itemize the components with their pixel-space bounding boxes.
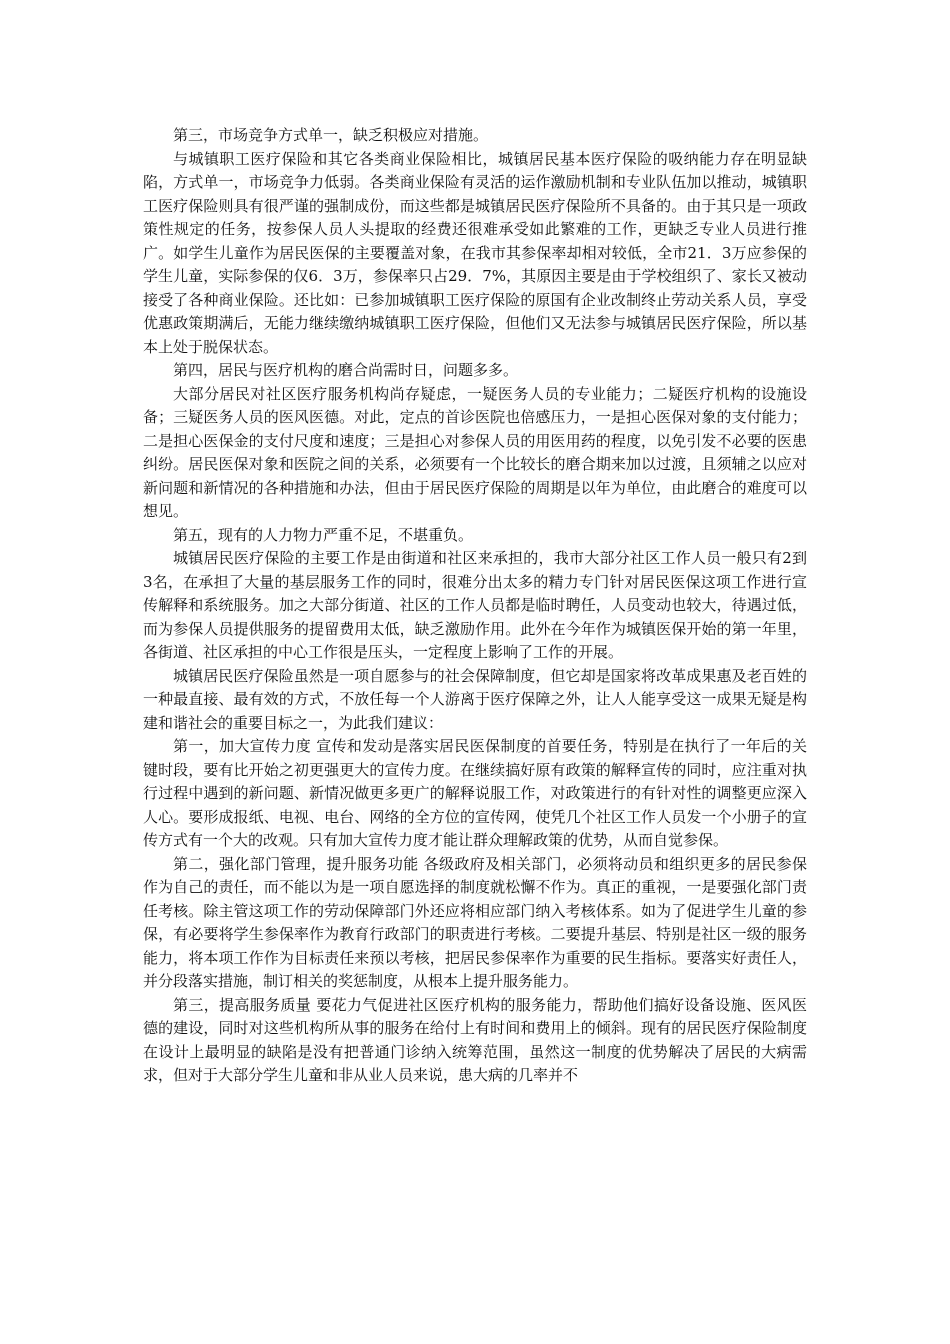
- paragraph-heading-third-competition: 第三，市场竞争方式单一，缺乏积极应对措施。: [173, 126, 489, 144]
- paragraph-competition-detail: 与城镇职工医疗保险和其它各类商业保险相比，城镇居民基本医疗保险的吸纳能力存在明显缺陷，方式单一，市场竞争力低弱。各类商业保险有灵活的运作激励机制和专业队伍加以推动，城镇职工医疗保险则具有很严谨的强制成份，而这些都是城镇居民医疗保险所不具备的。由于其只是一项政策性规定的任务，按参保人员人头提取的经费还很难承受如此繁难的工作，更缺乏专业人员进行推广。如学生儿童作为居民医保的主要覆盖对象，在我市其参保率却相对较低，全市21．3万应参保的学生儿童，实际参保的仅6．3万，参保率只占29．7%，其原因主要是由于学校组织了、家长又被动接受了各种商业保险。还比如：已参加城镇职工医疗保险的原国有企业改制终止劳动关系人员，享受优惠政策期满后，无能力继续缴纳城镇职工医疗保险，但他们又无法参与城镇居民医疗保险，所以基本上处于脱保状态。: [143, 149, 807, 356]
- paragraph-heading-fourth-medical-institutions: 第四，居民与医疗机构的磨合尚需时日，问题多多。: [173, 361, 519, 379]
- paragraph-heading-fifth-resources: 第五，现有的人力物力严重不足，不堪重负。: [173, 525, 474, 544]
- paragraph-recommendations-intro: 城镇居民医疗保险虽然是一项自愿参与的社会保障制度，但它却是国家将改革成果惠及老百姓的一种最直接、最有效的方式，不放任每一个人游离于医疗保障之外，让人人能享受这一成果无疑是构建和谐社会的重要目标之一，为此我们建议：: [143, 666, 807, 732]
- paragraph-recommendation-publicity: 第一，加大宣传力度 宣传和发动是落实居民医保制度的首要任务，特别是在执行了一年后的关键时段，要有比开始之初更强更大的宣传力度。在继续搞好原有政策的解释宣传的同时，应注重对执行过程中遇到的新问题、新情况做更多更广的解释说服工作，对政策进行的有针对性的调整更应深入人心。要形成报纸、电视、电台、网络的全方位的宣传网，使凭几个社区工作人员发一个小册子的宣传方式有一个大的改观。只有加大宣传力度才能让群众理解政策的优势，从而自觉参保。: [143, 737, 807, 849]
- paragraph-recommendation-service-quality: 第三，提高服务质量 要花力气促进社区医疗机构的服务能力，帮助他们搞好设备设施、医风医德的建设，同时对这些机构所从事的服务在给付上有时间和费用上的倾斜。现有的居民医疗保险制度在设计上最明显的缺陷是没有把普通门诊纳入统筹范围，虽然这一制度的优势解决了居民的大病需求，但对于大部分学生儿童和非从业人员来说，患大病的几率并不: [143, 995, 807, 1084]
- paragraph-medical-institutions-detail: 大部分居民对社区医疗服务机构尚存疑虑，一疑医务人员的专业能力；二疑医疗机构的设施设备；三疑医务人员的医风医德。对此，定点的首诊医院也倍感压力，一是担心医保对象的支付能力；二是担心医保金的支付尺度和速度；三是担心对参保人员的用医用药的程度，以免引发不必要的医患纠纷。居民医保对象和医院之间的关系，必须要有一个比较长的磨合期来加以过渡，且须辅之以应对新问题和新情况的各种措施和办法，但由于居民医疗保险的周期是以年为单位，由此磨合的难度可以想见。: [143, 384, 807, 520]
- paragraph-resources-detail: 城镇居民医疗保险的主要工作是由街道和社区来承担的，我市大部分社区工作人员一般只有2到3名，在承担了大量的基层服务工作的同时，很难分出太多的精力专门针对居民医保这项工作进行宣传解释和系统服务。加之大部分街道、社区的工作人员都是临时聘任，人员变动也较大，待遇过低，而为参保人员提供服务的提留费用太低，缺乏激励作用。此外在今年作为城镇医保开始的第一年里，各街道、社区承担的中心工作很是压头，一定程度上影响了工作的开展。: [143, 549, 807, 661]
- paragraph-recommendation-management: 第二，强化部门管理，提升服务功能 各级政府及相关部门，必须将动员和组织更多的居民参保作为自己的责任，而不能以为是一项自愿选择的制度就松懈不作为。真正的重视，一是要强化部门责任考核。除主管这项工作的劳动保障部门外还应将相应部门纳入考核体系。如为了促进学生儿童的参保，有必要将学生参保率作为教育行政部门的职责进行考核。二要提升基层、特别是社区一级的服务能力，将本项工作作为目标责任来预以考核，把居民参保率作为重要的民生指标。要落实好责任人，并分段落实措施，制订相关的奖惩制度，从根本上提升服务能力。: [143, 854, 807, 990]
- document-body: [143, 124, 807, 1088]
